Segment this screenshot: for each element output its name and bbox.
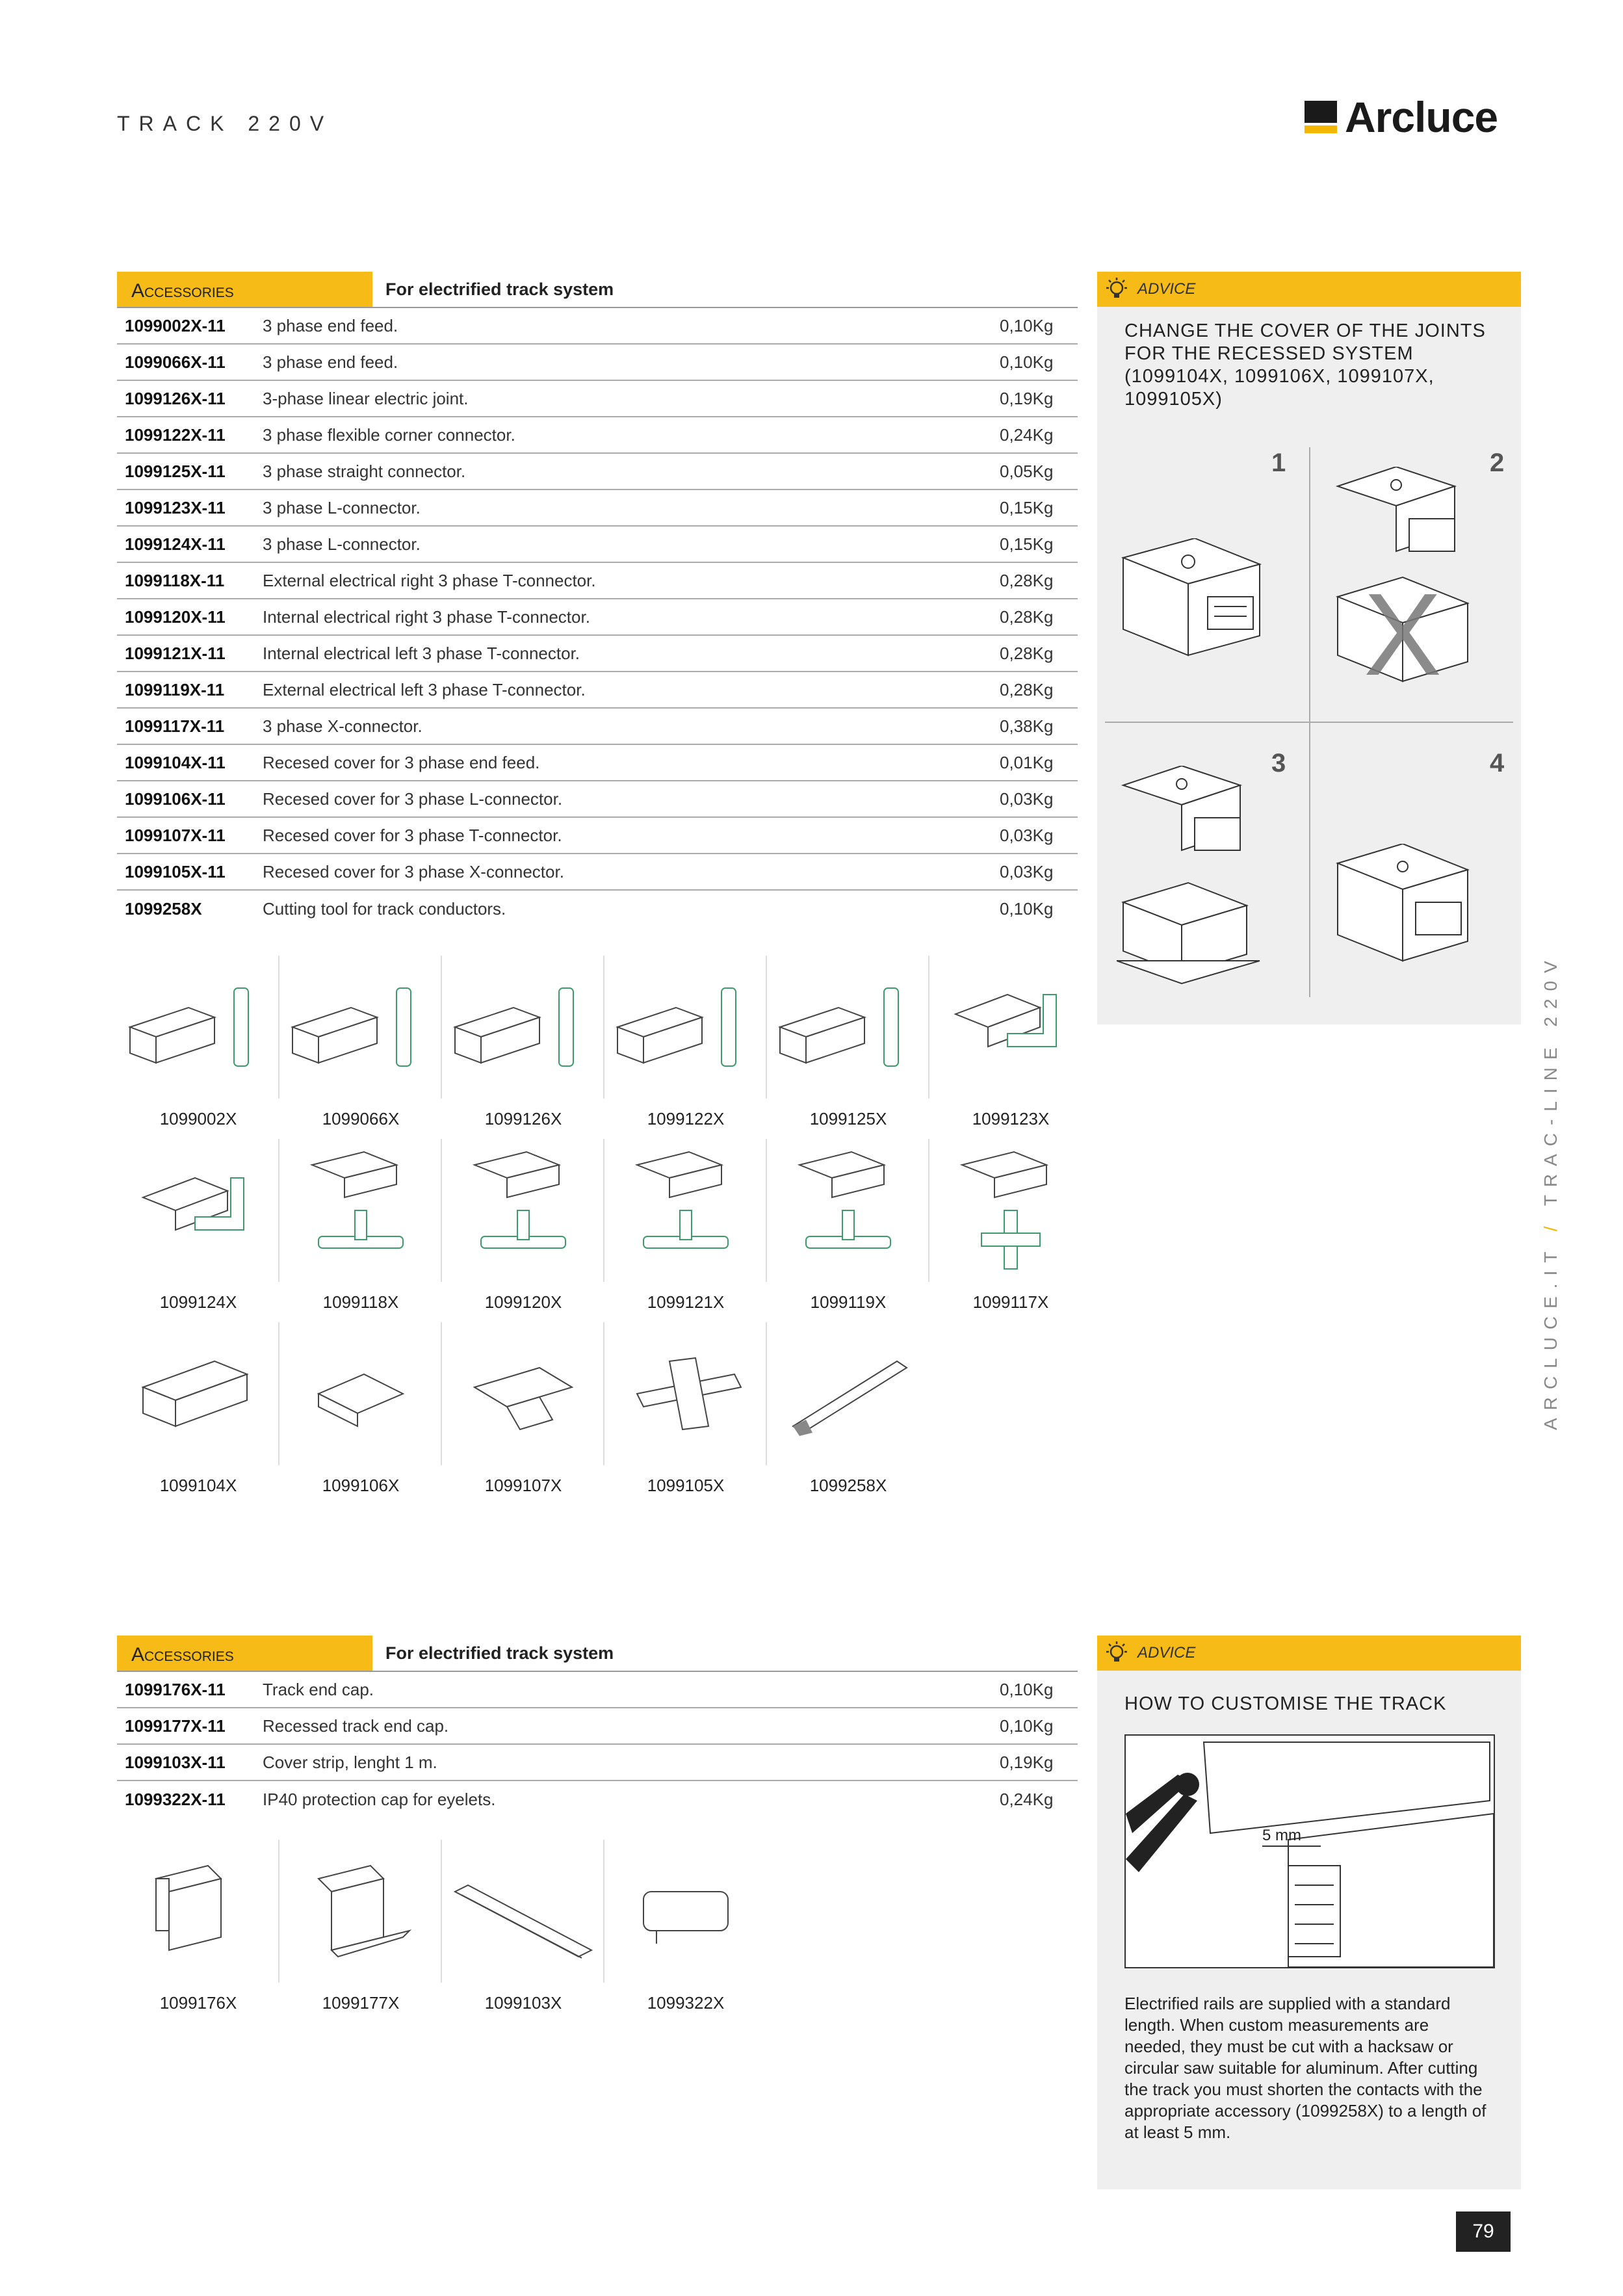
table-row [117,599,1078,636]
product-weight: 0,10Kg [1000,1679,1054,1699]
product-thumbnail-code: 1099122X [647,1109,725,1128]
lightbulb-icon [1104,1640,1130,1666]
table-row [117,345,1078,381]
advice-panel-1 [1097,272,1521,1024]
product-weight: 0,10Kg [1000,315,1054,335]
product-thumbnail-code: 1099107X [484,1476,562,1495]
table-row [117,672,1078,709]
product-image [929,956,1092,1099]
product-code: 1099123X-11 [125,497,226,517]
step1-illustration [1117,538,1279,694]
table-row [117,781,1078,818]
product-thumbnail [117,1322,279,1493]
page-number: 79 [1456,2211,1511,2252]
product-thumbnail [767,1139,929,1312]
logo-text: Arcluce [1345,93,1498,141]
product-weight: 0,10Kg [1000,352,1054,372]
product-weight: 0,24Kg [1000,1789,1054,1809]
product-image [767,956,929,1099]
thumbnail-divider [603,1840,604,1983]
product-description: 3 phase straight connector. [263,461,466,481]
accessories-header [117,272,1078,308]
step-number-3: 3 [1271,749,1286,777]
product-thumbnail-code: 1099106X [322,1476,400,1495]
product-code: 1099177X-11 [125,1715,226,1736]
thumbnail-divider [441,956,442,1099]
table-row [117,381,1078,417]
accessories-subtitle: For electrified track system [385,1643,614,1663]
product-image [604,1322,767,1465]
thumbnail-divider [603,1139,604,1282]
product-thumbnail-code: 1099118X [322,1292,399,1312]
product-image [117,1840,279,1983]
thumbnail-divider [766,1139,767,1282]
table-row [117,1781,1078,1818]
product-thumbnail [279,1322,442,1493]
product-code: 1099119X-11 [125,679,225,699]
page-header-title: TRACK 220V [117,112,333,135]
logo-mark-icon [1305,101,1337,133]
table-row [117,1672,1078,1708]
product-thumbnail [604,1840,767,2013]
product-image [279,1322,442,1465]
thumbnail-divider [766,956,767,1099]
product-description: 3 phase X-connector. [263,716,422,736]
product-weight: 0,05Kg [1000,461,1054,481]
product-weight: 0,15Kg [1000,534,1054,554]
product-description: Recesed cover for 3 phase end feed. [263,752,540,772]
product-thumbnail [279,1139,442,1312]
product-code: 1099104X-11 [125,752,226,772]
product-description: Recesed cover for 3 phase L-connector. [263,789,563,809]
product-description: Recesed cover for 3 phase T-connector. [263,825,562,845]
product-thumbnail-code: 1099105X [647,1476,725,1495]
product-code: 1099120X-11 [125,607,226,627]
product-weight: 0,10Kg [1000,1715,1054,1736]
product-thumbnails-2 [117,1840,767,2035]
product-thumbnail [604,1139,767,1312]
product-thumbnail [604,1322,767,1493]
table-row [117,527,1078,563]
product-image [117,1322,279,1465]
product-code: 1099126X-11 [125,388,226,408]
product-thumbnail [117,1139,279,1312]
table-row [117,1745,1078,1781]
table-row [117,709,1078,745]
product-code: 1099118X-11 [125,570,225,590]
measure-label: 5 mm [1262,1827,1301,1844]
step4-illustration [1331,844,1500,987]
product-description: 3 phase end feed. [263,352,398,372]
product-thumbnail [117,1840,279,2013]
product-thumbnail-code: 1099124X [159,1292,237,1312]
product-code: 1099002X-11 [125,315,226,335]
product-code: 1099121X-11 [125,643,226,663]
side-text-right: TRAC-LINE 220V [1540,953,1561,1207]
product-weight: 0,28Kg [1000,643,1054,663]
accessories-table-1 [117,272,1078,927]
product-weight: 0,10Kg [1000,898,1054,919]
product-image [117,1139,279,1282]
table-row [117,854,1078,891]
product-thumbnail-code: 1099119X [810,1292,887,1312]
product-description: 3-phase linear electric joint. [263,388,469,408]
table-row [117,891,1078,927]
product-thumbnail [279,956,442,1126]
product-code: 1099066X-11 [125,352,226,372]
product-thumbnail [929,956,1092,1126]
product-thumbnail [767,956,929,1126]
table-body [117,308,1078,927]
product-thumbnail-code: 1099104X [159,1476,237,1495]
product-thumbnail [929,1139,1092,1312]
product-thumbnail-code: 1099177X [322,1993,400,2013]
table-row [117,308,1078,345]
product-weight: 0,15Kg [1000,497,1054,517]
product-thumbnail [442,1322,604,1493]
step-number-2: 2 [1490,449,1505,477]
product-description: 3 phase L-connector. [263,497,421,517]
product-image [604,956,767,1099]
table-row [117,636,1078,672]
product-weight: 0,38Kg [1000,716,1054,736]
advice-header [1097,1636,1521,1671]
step3-illustration [1117,766,1286,987]
product-description: Cutting tool for track conductors. [263,898,506,919]
product-image [279,1139,442,1282]
step-number-1: 1 [1271,449,1286,477]
product-thumbnail-code: 1099066X [322,1109,400,1128]
product-image [929,1139,1092,1282]
table-row [117,1708,1078,1745]
product-weight: 0,28Kg [1000,679,1054,699]
product-description: 3 phase flexible corner connector. [263,424,515,445]
product-description: 3 phase L-connector. [263,534,421,554]
product-weight: 0,24Kg [1000,424,1054,445]
table-row [117,818,1078,854]
thumbnail-divider [278,1139,279,1282]
product-description: IP40 protection cap for eyelets. [263,1789,496,1809]
product-weight: 0,01Kg [1000,752,1054,772]
product-description: Internal electrical left 3 phase T-connector. [263,643,580,663]
product-description: Recesed cover for 3 phase X-connector. [263,861,564,881]
product-code: 1099107X-11 [125,825,226,845]
step2-illustration [1331,467,1500,688]
product-thumbnail [442,1840,604,2013]
product-thumbnails-1 [117,956,1092,1528]
product-code: 1099117X-11 [125,716,225,736]
thumbnail-divider [278,956,279,1099]
advice-title: HOW TO CUSTOMISE THE TRACK [1124,1693,1447,1714]
product-description: Cover strip, lenght 1 m. [263,1752,437,1772]
side-text-left: ARCLUCE.IT [1540,1244,1561,1430]
product-thumbnail [767,1322,929,1493]
thumbnail-divider [603,956,604,1099]
accessories-subtitle: For electrified track system [385,280,614,299]
product-weight: 0,19Kg [1000,1752,1054,1772]
product-code: 1099125X-11 [125,461,226,481]
product-image [442,1139,604,1282]
thumbnail-divider [441,1840,442,1983]
product-thumbnail [442,956,604,1126]
product-thumbnail-code: 1099120X [484,1292,562,1312]
product-thumbnail [279,1840,442,2013]
product-description: Track end cap. [263,1679,374,1699]
accessories-tab: Accessories [117,272,372,307]
table-row [117,454,1078,490]
product-image [604,1139,767,1282]
grid-divider-horizontal [1105,722,1513,723]
accessories-table-2 [117,1636,1078,1818]
product-image [767,1322,929,1465]
advice-title: CHANGE THE COVER OF THE JOINTS FOR THE RECESSED SYSTEM (1099104X, 1099106X, 1099107X, 1099105X) [1124,320,1486,410]
product-thumbnail-code: 1099117X [972,1292,1049,1312]
table-row [117,745,1078,781]
advice-label: ADVICE [1137,1644,1196,1662]
product-code: 1099122X-11 [125,424,226,445]
product-thumbnail-code: 1099126X [484,1109,562,1128]
product-code: 1099176X-11 [125,1679,226,1699]
product-code: 1099106X-11 [125,789,226,809]
track-cut-illustration [1124,1734,1495,1968]
product-thumbnail-code: 1099258X [809,1476,887,1495]
product-weight: 0,03Kg [1000,825,1054,845]
product-image [442,1840,604,1983]
table-row [117,490,1078,527]
product-code: 1099258X [125,898,202,919]
step-number-4: 4 [1490,749,1505,777]
svg-text:X: X [1364,569,1442,688]
product-weight: 0,28Kg [1000,570,1054,590]
thumbnail-divider [441,1139,442,1282]
product-description: 3 phase end feed. [263,315,398,335]
product-weight: 0,03Kg [1000,861,1054,881]
thumbnail-divider [278,1322,279,1465]
advice-body: Electrified rails are supplied with a standard length. When custom measurements are needed, they must be cut with a hacksaw or circular saw suitable for aluminum. After cutting the track you must shorten the contacts with the appropriate accessory (1099258X) to a length of at least 5 mm. [1124,1994,1487,2142]
table-row [117,563,1078,599]
table-row [117,417,1078,454]
thumbnail-divider [766,1322,767,1465]
product-thumbnail-code: 1099123X [972,1109,1050,1128]
product-code: 1099124X-11 [125,534,226,554]
product-image [767,1139,929,1282]
accessories-tab: Accessories [117,1636,372,1671]
advice-panel-2 [1097,1636,1521,2189]
advice-header [1097,272,1521,307]
thumbnail-divider [928,1139,929,1282]
product-thumbnail-code: 1099176X [159,1993,237,2013]
product-weight: 0,28Kg [1000,607,1054,627]
product-thumbnail-code: 1099125X [809,1109,887,1128]
product-weight: 0,03Kg [1000,789,1054,809]
product-description: External electrical left 3 phase T-connector. [263,679,586,699]
product-description: Recessed track end cap. [263,1715,449,1736]
thumbnail-divider [278,1840,279,1983]
product-weight: 0,19Kg [1000,388,1054,408]
product-image [442,1322,604,1465]
side-text-separator: / [1540,1218,1561,1232]
product-thumbnail [442,1139,604,1312]
product-description: Internal electrical right 3 phase T-connector. [263,607,590,627]
product-thumbnail-code: 1099103X [484,1993,562,2013]
table-body [117,1672,1078,1818]
product-image [279,1840,442,1983]
product-thumbnail-code: 1099322X [647,1993,725,2013]
product-thumbnail-code: 1099002X [159,1109,237,1128]
product-thumbnail [604,956,767,1126]
product-thumbnail [117,956,279,1126]
product-image [117,956,279,1099]
accessories-header [117,1636,1078,1672]
product-description: External electrical right 3 phase T-connector. [263,570,596,590]
advice-label: ADVICE [1137,280,1196,298]
side-vertical-text [1540,953,1561,1430]
thumbnail-divider [928,956,929,1099]
brand-logo [1305,92,1498,142]
product-code: 1099322X-11 [125,1789,226,1809]
thumbnail-divider [441,1322,442,1465]
product-image [442,956,604,1099]
product-image [279,956,442,1099]
thumbnail-divider [603,1322,604,1465]
product-code: 1099103X-11 [125,1752,226,1772]
lightbulb-icon [1104,276,1130,302]
product-image [604,1840,767,1983]
product-code: 1099105X-11 [125,861,226,881]
product-thumbnail-code: 1099121X [647,1292,725,1312]
